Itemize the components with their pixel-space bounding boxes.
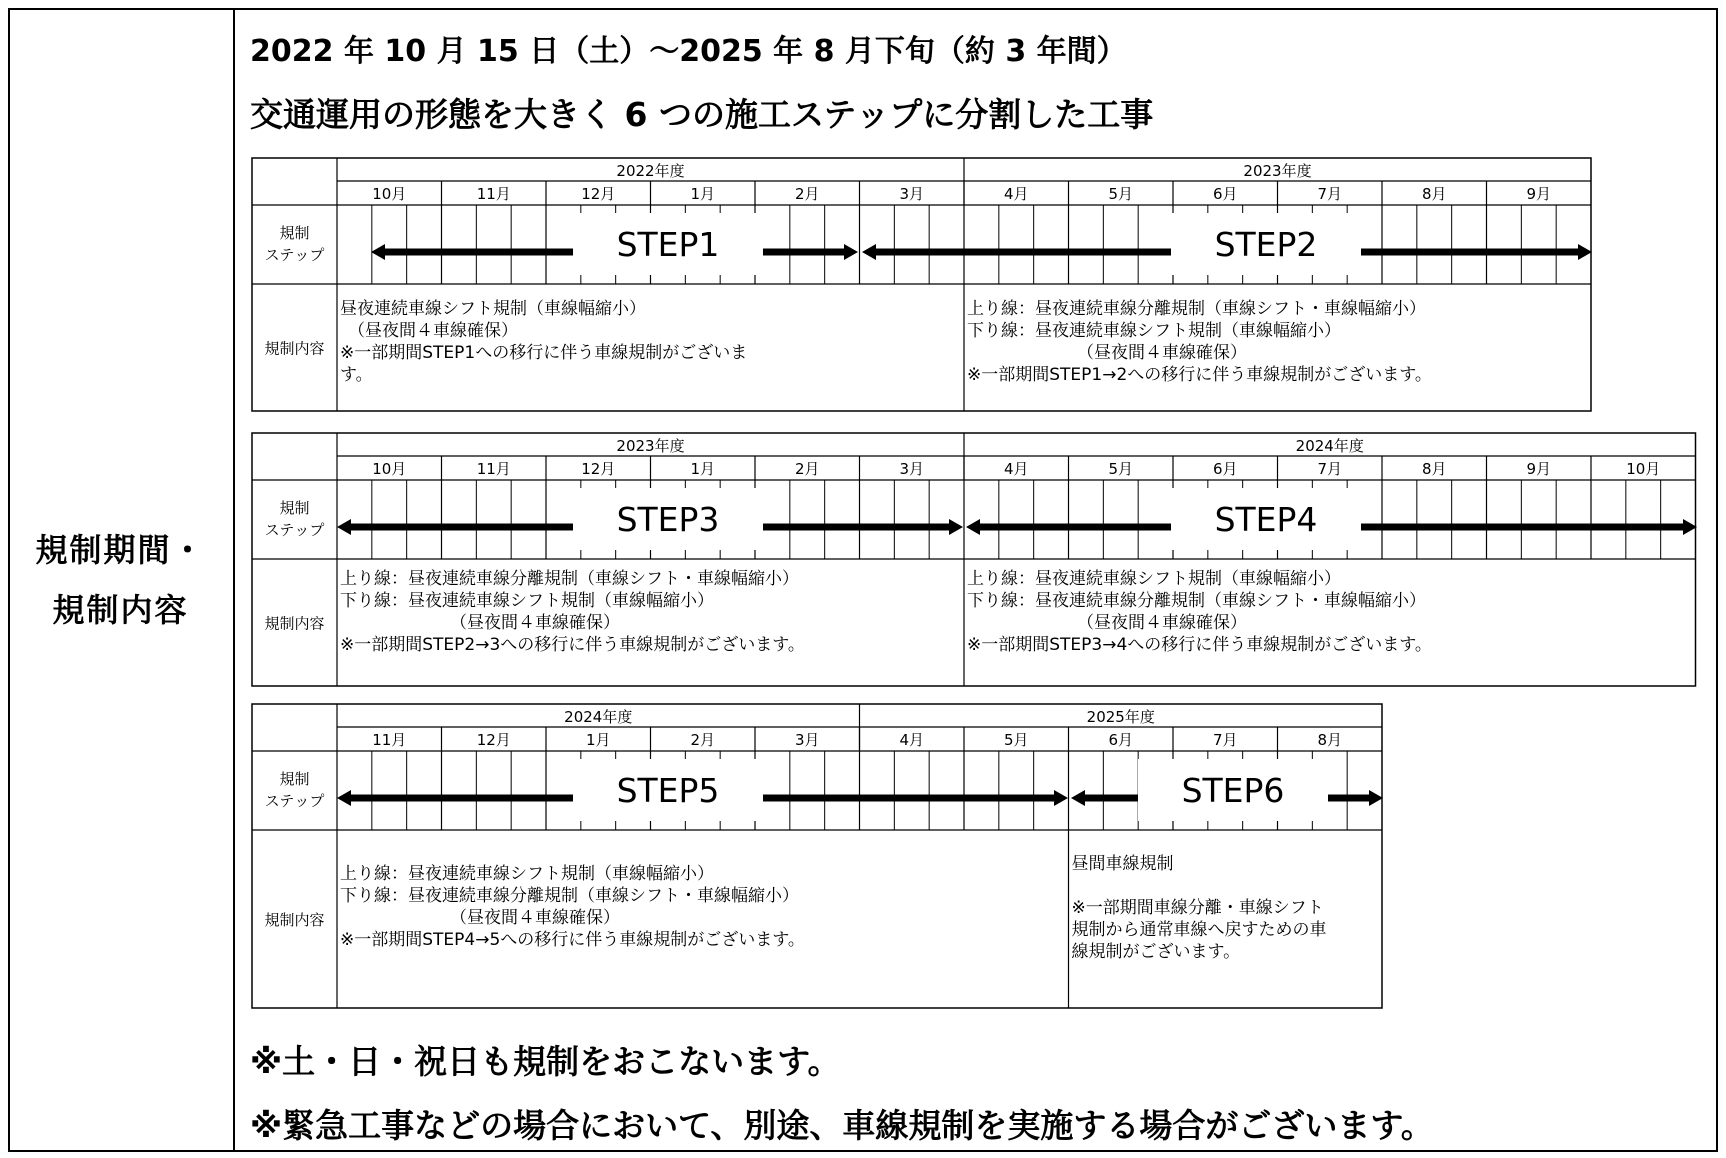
content-text: （昼夜間４車線確保） — [450, 613, 620, 633]
month-label: 9月 — [1526, 185, 1552, 203]
content-text: ※一部期間STEP2→3への移行に伴う車線規制がございます。 — [340, 635, 805, 655]
row-label-step: ステップ — [264, 246, 325, 264]
step-arrow-head-right — [1054, 790, 1068, 806]
content-text: （昼夜間４車線確保） — [348, 321, 518, 341]
content-text: 下り線：昼夜連続車線分離規制（車線シフト・車線幅縮小） — [967, 591, 1426, 611]
month-label: 4月 — [1003, 460, 1029, 478]
fiscal-year-label: 2023年度 — [616, 437, 685, 455]
month-label: 7月 — [1317, 185, 1343, 203]
month-label: 12月 — [476, 731, 511, 749]
row-label-step: ステップ — [264, 792, 325, 810]
table-3-border — [252, 704, 1382, 1008]
month-label: 9月 — [1526, 460, 1552, 478]
month-label: 3月 — [899, 460, 925, 478]
month-label: 10月 — [372, 460, 407, 478]
step-arrow-head-left — [337, 790, 351, 806]
row-heading-line2: 規制内容 — [52, 591, 189, 629]
row-label-content: 規制内容 — [264, 911, 325, 929]
summary-text: 交通運用の形態を大きく 6 つの施工ステップに分割した工事 — [250, 95, 1154, 134]
content-text: 昼間車線規制 — [1071, 854, 1174, 874]
content-text: （昼夜間４車線確保） — [1077, 343, 1247, 363]
month-label: 6月 — [1212, 460, 1238, 478]
content-text: す。 — [340, 365, 373, 385]
step-arrow-head-left — [1071, 790, 1085, 806]
step-arrow-head-right — [844, 244, 858, 260]
content-text: 昼夜連続車線シフト規制（車線幅縮小） — [340, 299, 646, 319]
month-label: 10月 — [1626, 460, 1661, 478]
fiscal-year-label: 2024年度 — [1295, 437, 1364, 455]
month-label: 5月 — [1108, 185, 1134, 203]
month-label: 12月 — [581, 460, 616, 478]
content-text: 規制から通常車線へ戻すための車 — [1071, 920, 1327, 940]
month-label: 5月 — [1003, 731, 1029, 749]
step-label-step5: STEP5 — [616, 771, 720, 810]
content-text: 下り線：昼夜連続車線シフト規制（車線幅縮小） — [967, 321, 1341, 341]
content-text: ※一部期間STEP1への移行に伴う車線規制がございま — [340, 343, 748, 363]
step-arrow-head-right — [1578, 244, 1592, 260]
row-label-step: 規制 — [279, 770, 310, 788]
month-label: 7月 — [1212, 731, 1238, 749]
note-emergency: ※緊急工事などの場合において、別途、車線規制を実施する場合がございます。 — [250, 1106, 1434, 1145]
step-label-step4: STEP4 — [1214, 500, 1318, 539]
step-arrow-head-left — [966, 519, 980, 535]
fiscal-year-label: 2025年度 — [1086, 708, 1155, 726]
month-label: 2月 — [794, 460, 820, 478]
month-label: 7月 — [1317, 460, 1343, 478]
content-text: ※一部期間STEP1→2への移行に伴う車線規制がございます。 — [967, 365, 1432, 385]
content-text: ※一部期間STEP3→4への移行に伴う車線規制がございます。 — [967, 635, 1432, 655]
row-label-content: 規制内容 — [264, 614, 325, 633]
content-text: ※一部期間車線分離・車線シフト — [1071, 898, 1324, 918]
content-text: 上り線：昼夜連続車線シフト規制（車線幅縮小） — [340, 864, 714, 884]
content-text: 上り線：昼夜連続車線シフト規制（車線幅縮小） — [967, 569, 1341, 589]
month-label: 4月 — [899, 731, 925, 749]
month-label: 10月 — [372, 185, 407, 203]
step-label-step6: STEP6 — [1181, 771, 1285, 810]
month-label: 2月 — [690, 731, 716, 749]
content-text: 下り線：昼夜連続車線分離規制（車線シフト・車線幅縮小） — [340, 886, 799, 906]
content-text: （昼夜間４車線確保） — [1077, 613, 1247, 633]
fiscal-year-label: 2024年度 — [564, 708, 633, 726]
fiscal-year-label: 2022年度 — [616, 162, 685, 180]
content-text: ※一部期間STEP4→5への移行に伴う車線規制がございます。 — [340, 930, 805, 950]
month-label: 12月 — [581, 185, 616, 203]
row-label-step: ステップ — [264, 521, 325, 539]
row-label-step: 規制 — [279, 224, 310, 242]
month-label: 2月 — [794, 185, 820, 203]
fiscal-year-label: 2023年度 — [1243, 162, 1312, 180]
month-label: 11月 — [476, 185, 511, 203]
month-label: 4月 — [1003, 185, 1029, 203]
month-label: 11月 — [476, 460, 511, 478]
step-arrow-head-left — [337, 519, 351, 535]
month-label: 6月 — [1212, 185, 1238, 203]
content-text: （昼夜間４車線確保） — [450, 908, 620, 928]
step-label-step2: STEP2 — [1214, 225, 1318, 264]
content-text: 下り線：昼夜連続車線シフト規制（車線幅縮小） — [340, 591, 714, 611]
period-text: 2022 年 10 月 15 日（土）～2025 年 8 月下旬（約 3 年間） — [250, 34, 1127, 69]
note-weekends: ※土・日・祝日も規制をおこないます。 — [250, 1042, 841, 1081]
row-label-content: 規制内容 — [264, 339, 325, 358]
content-text: 線規制がございます。 — [1071, 942, 1241, 962]
month-label: 5月 — [1108, 460, 1134, 478]
month-label: 6月 — [1108, 731, 1134, 749]
month-label: 8月 — [1421, 185, 1447, 203]
month-label: 3月 — [794, 731, 820, 749]
step-arrow-head-right — [1369, 790, 1383, 806]
month-label: 8月 — [1421, 460, 1447, 478]
step-arrow-head-right — [949, 519, 963, 535]
month-label: 11月 — [372, 731, 407, 749]
month-label: 3月 — [899, 185, 925, 203]
step-arrow-head-left — [862, 244, 876, 260]
row-label-step: 規制 — [279, 499, 310, 517]
content-text: 上り線：昼夜連続車線分離規制（車線シフト・車線幅縮小） — [967, 299, 1426, 319]
month-label: 1月 — [690, 460, 716, 478]
month-label: 1月 — [585, 731, 611, 749]
step-label-step1: STEP1 — [616, 225, 720, 264]
row-heading-line1: 規制期間・ — [35, 531, 206, 569]
month-label: 8月 — [1317, 731, 1343, 749]
content-text: 上り線：昼夜連続車線分離規制（車線シフト・車線幅縮小） — [340, 569, 799, 589]
step-label-step3: STEP3 — [616, 500, 720, 539]
step-arrow-head-left — [371, 244, 385, 260]
month-label: 1月 — [690, 185, 716, 203]
